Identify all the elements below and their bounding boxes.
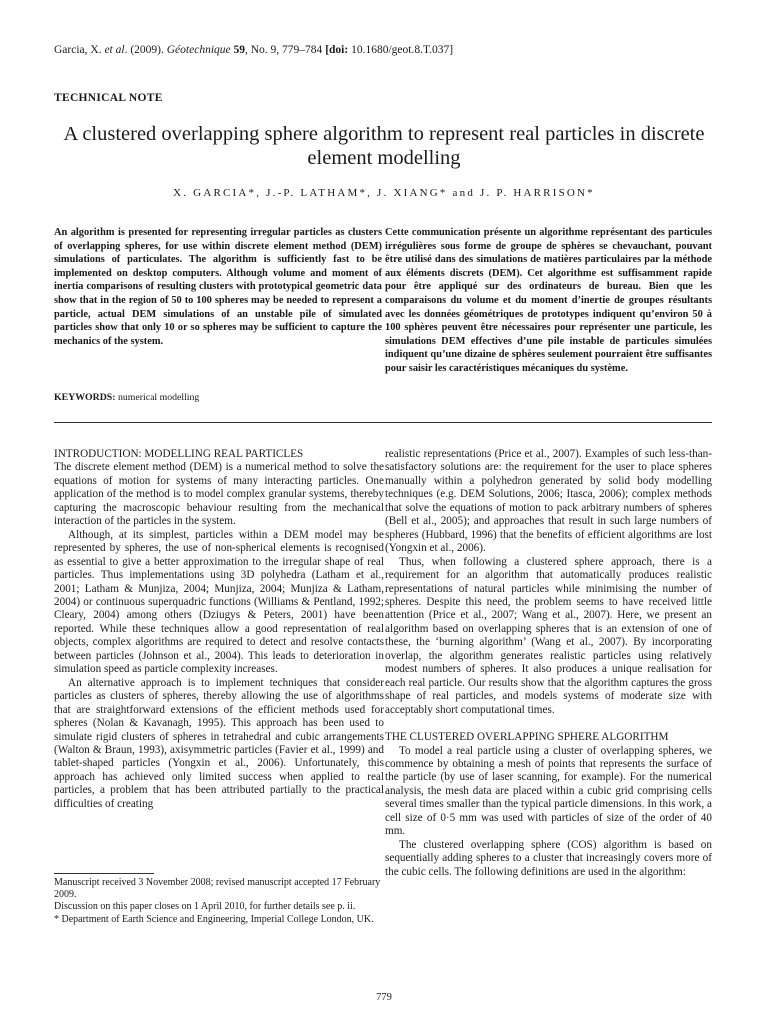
citation-issue-pages: , No. 9, 779–784 (245, 44, 326, 56)
page-number: 779 (376, 992, 392, 1003)
heading-introduction: INTRODUCTION: MODELLING REAL PARTICLES (54, 448, 304, 460)
citation-year: . (2009). (124, 44, 167, 56)
footnotes (54, 877, 384, 926)
citation-doi-open: [ (325, 44, 330, 56)
paragraph: An alternative approach is to implement techniques that consider particles as clusters of spheres, thereby allowing the use of algorithms that are straightforward extensions of the efficient methods used for spheres (Nolan & Kavanagh, 1995). This approach has been used to simulate rigid clusters of spheres in tetrahedral and cubic arrangements (Walton & Braun, 1993), axisymmetric particles (Favier et al., 1999) and tablet-shaped particles (Yongxin et al., 2006). Unfortunately, this approach has achieved only limited success when applied to real particles, a problem that has been attributed partially to the practical difficulties of creating (54, 676, 384, 810)
keywords-label: KEYWORDS: (54, 392, 116, 403)
footnote-received: Manuscript received 3 November 2008; revised manuscript accepted 17 February 2009. (54, 877, 381, 901)
body-column-left (54, 448, 384, 811)
paragraph: Although, at its simplest, particles within a DEM model may be represented by spheres, the use of non-spherical elements is recognised as essential to give a better approximation to the irregular shape of real particles. Thus implementations using 3D polyhedra (Latham et al., 2001; Latham & Munjiza, 2004; Munjiza, 2004; Munjiza & Latham, 2004) or continuous superquadric functions (Williams & Pentland, 1992; Cleary, 2004) among others (Dziugys & Peters, 2001) have been reported. While these techniques allow a good representation of real objects, complex algorithms are required to detect and resolve contacts between particles (Johnson et al., 2004). This leads to deterioration in simulation speed as particle complexity increases. (54, 528, 384, 676)
author-list: X. GARCIA*, J.-P. LATHAM*, J. XIANG* and J. P. HARRISON* (173, 187, 595, 199)
body-column-right (385, 448, 712, 879)
citation-doi-label: doi: (329, 44, 349, 56)
paragraph: The discrete element method (DEM) is a numerical method to solve the equations of motion for systems of many interacting particles. One application of the method is to model complex granular systems, thereby capturing the macroscopic behaviour resulting from the mechanical interaction of the particles in the system. (54, 461, 384, 528)
paragraph: To model a real particle using a cluster of overlapping spheres, we commence by obtaining a mesh of points that represents the surface of the particle (by use of laser scanning, for example). For the numerical analysis, the mesh data are placed within a cubic grid comprising cells several times smaller than the typical particle dimensions. In this work, a cell size of 0·5 mm was used with particles of size of the order of 40 mm. (385, 744, 712, 838)
footnote-affiliation: * Department of Earth Science and Engineering, Imperial College London, UK. (54, 913, 374, 925)
abstract-french: Cette communication présente un algorithme représentant des particules irrégulières sous forme de groupe de sphères se chevauchant, pouvant être utilisé dans des simulations de matières particulaires par la méthode aux éléments discrets (DEM). Cet algorithme est suffisamment rapide pour être appliqué sur des ordinateurs de bureau. Bien que les comparaisons du volume et du moment d’inertie de groupes résultants avec les données géométriques de prototypes indiquent qu’environ 50 à 100 sphères peuvent être nécessaires pour représenter une particule, les simulations DEM effectives d’une pile instable de particules simulées indiquent qu’une dizaine de sphères seulement pourraient être suffisantes pour saisir les caractéristiques mécaniques du système. (385, 227, 712, 374)
section-divider (54, 422, 712, 423)
keywords (54, 392, 199, 403)
citation-doi-value: 10.1680/geot.8.T.037] (348, 44, 454, 56)
citation-volume: 59 (230, 44, 245, 56)
footnote-divider (54, 873, 154, 874)
keywords-value: numerical modelling (115, 392, 200, 403)
footnote-discussion: Discussion on this paper closes on 1 April 2010, for further details see p. ii. (54, 901, 356, 913)
paragraph: The clustered overlapping sphere (COS) algorithm is based on sequentially adding spheres to a cluster that increasingly covers more of the cubic cells. The following definitions are used in the algorithm: (385, 838, 712, 878)
citation-et-al: et al (104, 44, 125, 56)
paragraph: Thus, when following a clustered sphere approach, there is a requirement for an algorithm that automatically produces realistic representations of natural particles while minimising the number of spheres. Despite this need, the problem seems to have received little attention (Price et al., 2007; Wang et al., 2007). Here, we present an algorithm based on overlapping spheres that is an extension of one of these, the ‘burning algorithm’ (Wang et al., 2007). By incorporating overlap, the algorithm generates realistic particles using relatively modest numbers of spheres. It also produces a unique realisation for each real particle. Our results show that the algorithm captures the gross shape of real particles, and models systems of moderate size with acceptably short computational times. (385, 555, 712, 716)
paragraph: realistic representations (Price et al., 2007). Examples of such less-than-satisfactory solutions are: the requirement for the user to place spheres manually within a polyhedron generated by solid body modelling techniques (e.g. DEM Solutions, 2006; Itasca, 2006); complex methods that solve the equations of motion to pack arbitrary numbers of spheres (Bell et al., 2005); and approaches that result in such large numbers of spheres (Hubbard, 1996) that the benefits of efficient algorithms are lost (Yongxin et al., 2006). (385, 448, 712, 555)
abstract-english: An algorithm is presented for representing irregular particles as clusters of overlapping spheres, for use within discrete element method (DEM) simulations of particulates. The algorithm is sufficiently fast to be implemented on desktop computers. Although volume and moment of inertia comparisons of resulting clusters with prototypical geometric data show that in the region of 50 to 100 spheres may be needed to represent a particle, actual DEM simulations of an unstable pile of simulated particles show that only 10 or so spheres may be sufficient to capture the mechanics of the system. (54, 227, 382, 347)
citation-journal: Géotechnique (166, 44, 231, 56)
paper-title: A clustered overlapping sphere algorithm to represent real particles in discrete element modelling (63, 123, 705, 169)
heading-cos-algorithm: THE CLUSTERED OVERLAPPING SPHERE ALGORITHM (385, 731, 669, 744)
citation-authors: Garcia, X. (54, 44, 105, 56)
note-type: TECHNICAL NOTE (54, 92, 163, 104)
citation-line (54, 44, 453, 56)
